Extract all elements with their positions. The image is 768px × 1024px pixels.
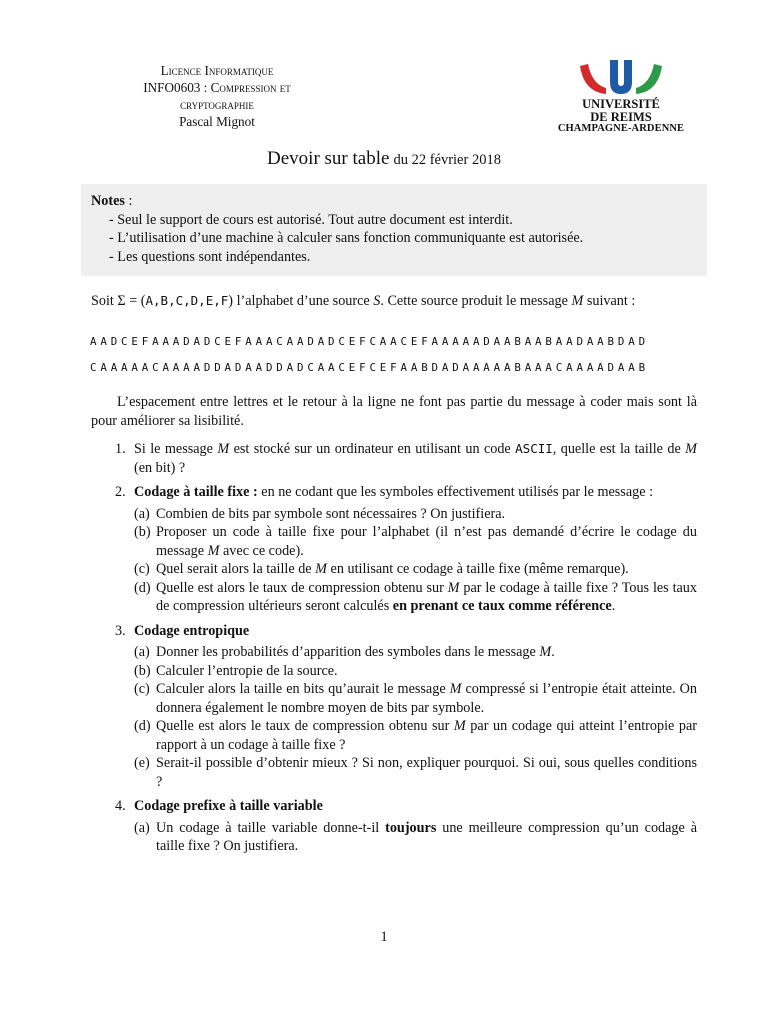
subquestion-text: Un codage à taille variable donne-t-il	[156, 819, 386, 836]
subquestion-text: une meilleure compression qu’un codage à taille fixe ? On justifiera.	[156, 819, 697, 854]
message-variable: M	[207, 542, 220, 559]
question-title: Codage prefixe à taille variable	[134, 798, 323, 814]
subquestion	[134, 579, 697, 616]
document-title	[0, 148, 768, 170]
university-logo	[556, 58, 686, 138]
subquestion-label: (d)	[134, 579, 151, 596]
logo-line-1: UNIVERSITÉ	[582, 97, 660, 111]
subquestion-label: (b)	[134, 662, 151, 679]
notes-label: Notes	[91, 193, 125, 209]
subquestion-text: Calculer alors la taille en bits qu’aurait le message	[156, 681, 450, 697]
university-wordmark	[556, 98, 686, 136]
subquestion-text: Calculer l’entropie de la source.	[156, 662, 338, 679]
subquestion-text: par le codage à taille fixe ? Tous les taux de compression ultérieurs seront calculés	[156, 579, 697, 614]
subquestion	[134, 717, 697, 754]
question-title: Codage entropique	[134, 622, 250, 639]
subquestion	[134, 643, 697, 662]
subquestion	[134, 505, 697, 524]
question-text-part: est stocké sur un ordinateur en utilisant un code	[229, 441, 516, 457]
question-text-part: (en bit) ?	[134, 459, 186, 476]
message-variable: M	[447, 579, 460, 596]
subquestion-text: par un codage qui atteint l’entropie par rapport à un codage à taille fixe ?	[156, 718, 697, 753]
message-variable: M	[449, 681, 462, 697]
question-text	[134, 483, 697, 502]
subquestion-text: Quel serait alors la taille de	[156, 561, 316, 577]
notes-heading	[91, 192, 707, 211]
intro-text: suivant :	[583, 293, 636, 309]
subquestion	[134, 560, 697, 579]
question-1	[91, 440, 697, 477]
message-line-1: AADCEFAAADADCEFAAACAADADCEFCAACEFAAAAADAABAABAADAABDAD	[90, 335, 649, 348]
question-text-part: Si le message	[134, 441, 218, 457]
message-variable: M	[539, 644, 552, 660]
subquestion-label: (c)	[134, 561, 150, 577]
subquestion	[134, 680, 697, 717]
emphasis-text: en prenant ce taux comme référence	[392, 598, 612, 614]
subquestion-text: Quelle est alors le taux de compression obtenu sur	[156, 718, 454, 734]
subquestion-text: Donner les probabilités d’apparition des symboles dans le message	[156, 644, 540, 660]
logo-line-3: CHAMPAGNE-ARDENNE	[557, 123, 685, 134]
subquestion-text: Combien de bits par symbole sont nécessaires ? On justifiera.	[156, 505, 506, 522]
question-3	[91, 622, 697, 792]
message-variable: M	[217, 441, 230, 457]
intro-text: ) l’alphabet d’une source	[228, 293, 374, 309]
subquestion-text: Proposer un code à taille fixe pour l’alphabet (il n’est pas demandé d’écrire le codage du message	[156, 524, 697, 559]
logo-line-2: DE REIMS	[590, 109, 652, 124]
emphasis-text: toujours	[385, 819, 437, 836]
message-variable: M	[685, 441, 697, 457]
message-variable: M	[571, 293, 584, 309]
question-text-part: en ne codant que les symboles effectivement utilisés par le message :	[257, 484, 654, 500]
subquestion-text: compressé si l’entropie était atteinte. On donnera également le nombre moyen de bits par symbole.	[156, 681, 697, 716]
question-number: 4.	[115, 798, 126, 814]
subquestion-label: (a)	[134, 819, 150, 836]
source-variable: S	[373, 293, 381, 309]
subquestion-list	[134, 819, 697, 856]
question-text	[134, 440, 697, 477]
subquestion-label: (a)	[134, 505, 150, 522]
subquestion-label: (a)	[134, 644, 150, 660]
question-number: 3.	[115, 622, 126, 639]
subquestion-text: .	[611, 598, 616, 614]
title-main: Devoir sur table	[267, 148, 390, 169]
title-date: du 22 février 2018	[393, 152, 501, 168]
question-2	[91, 483, 697, 616]
question-4	[91, 797, 697, 856]
subquestion-list	[134, 505, 697, 616]
question-text	[134, 622, 697, 641]
question-text-part: , quelle est la taille de	[552, 441, 686, 457]
subquestion-label: (c)	[134, 681, 150, 697]
question-list	[91, 440, 697, 862]
course-header	[112, 62, 322, 130]
subquestion	[134, 754, 697, 791]
notes-colon: :	[124, 193, 133, 209]
note-item: - L’utilisation d’une machine à calculer sans fonction communiquante est autorisée.	[109, 230, 584, 246]
question-number: 1.	[115, 441, 126, 457]
message-variable: M	[315, 561, 327, 577]
question-number: 2.	[115, 484, 126, 500]
university-emblem-icon	[556, 58, 686, 98]
program-name: Licence Informatique	[160, 63, 274, 78]
intro-text: Soit Σ = (	[91, 293, 146, 309]
spacing-paragraph: L’espacement entre lettres et le retour à la ligne ne font pas partie du message à coder mais sont là pour améliorer sa lisibilité.	[91, 394, 697, 429]
subquestion-label: (d)	[134, 718, 151, 734]
message-line-2: CAAAAACAAAADDADAADDADCAACEFCEFAABDADAAAAABAAACAAAADAAB	[90, 361, 649, 374]
note-item: - Les questions sont indépendantes.	[109, 248, 311, 265]
subquestion-text: avec ce code).	[219, 542, 304, 559]
subquestion	[134, 523, 697, 560]
subquestion-text: Serait-il possible d’obtenir mieux ? Si non, expliquer pourquoi. Si oui, sous quelles conditions ?	[156, 755, 697, 790]
intro-sentence	[91, 293, 721, 310]
ascii-code: ASCII	[515, 441, 553, 456]
question-title: Codage à taille fixe :	[134, 484, 258, 500]
notes-box	[81, 184, 707, 276]
note-item: - Seul le support de cours est autorisé. Tout autre document est interdit.	[109, 211, 513, 228]
message-variable: M	[453, 718, 466, 734]
subquestion	[134, 662, 697, 681]
subquestion-list	[134, 643, 697, 791]
alphabet-symbols: A,B,C,D,E,F	[145, 293, 229, 308]
question-text	[134, 797, 697, 816]
author-name: Pascal Mignot	[179, 114, 255, 129]
subquestion-text: Quelle est alors le taux de compression obtenu sur	[156, 579, 448, 596]
subquestion-label: (e)	[134, 755, 150, 771]
course-name: INFO0603 : Compression et cryptographie	[143, 80, 291, 112]
subquestion-text: .	[551, 644, 555, 660]
subquestion-text: en utilisant ce codage à taille fixe (même remarque).	[326, 561, 629, 577]
subquestion-label: (b)	[134, 524, 151, 540]
page-number: 1	[380, 929, 388, 945]
intro-text: . Cette source produit le message	[380, 293, 572, 309]
subquestion	[134, 819, 697, 856]
